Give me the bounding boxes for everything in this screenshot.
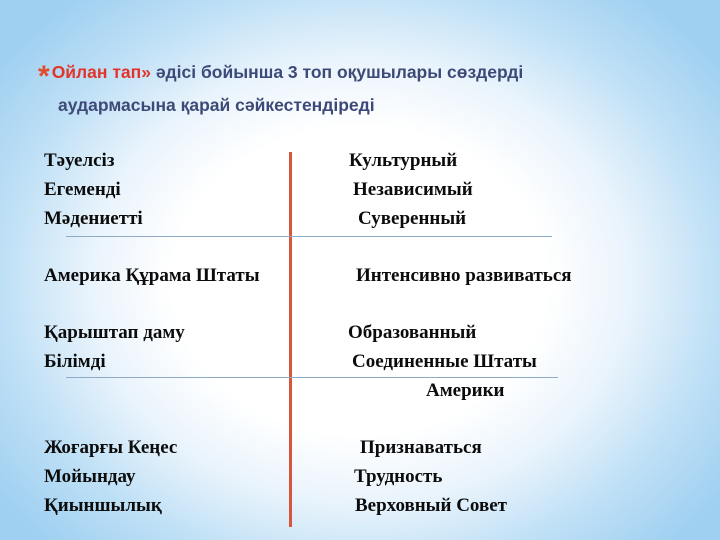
right-word-2: Независимый bbox=[353, 179, 473, 200]
heading-text-1: әдісі бойынша 3 топ оқушылары сөздерді bbox=[150, 62, 524, 82]
left-word-7: Жоғарғы Кеңес bbox=[44, 437, 178, 458]
method-name: Ойлан тап» bbox=[51, 62, 151, 82]
horizontal-divider-1 bbox=[66, 236, 552, 237]
right-word-6: Соединенные Штаты bbox=[352, 351, 537, 372]
left-word-9: Қиыншылық bbox=[44, 495, 162, 516]
right-word-10: Верховный Совет bbox=[355, 495, 507, 516]
bullet-asterisk: * bbox=[38, 60, 50, 93]
left-word-3: Мәдениетті bbox=[44, 208, 143, 229]
slide-heading bbox=[38, 58, 698, 119]
right-word-7: Америки bbox=[426, 380, 505, 401]
left-word-5: Қарыштап даму bbox=[44, 322, 185, 343]
heading-line-2: аудармасына қарай сәйкестендіреді bbox=[58, 95, 375, 115]
left-word-1: Тәуелсіз bbox=[44, 150, 115, 171]
left-word-6: Білімді bbox=[44, 351, 106, 372]
right-word-4: Интенсивно развиваться bbox=[356, 265, 572, 286]
vertical-divider bbox=[289, 152, 292, 527]
right-word-9: Трудность bbox=[354, 466, 443, 487]
left-word-4: Америка Құрама Штаты bbox=[44, 265, 260, 286]
right-word-8: Признаваться bbox=[360, 437, 482, 458]
left-word-8: Мойындау bbox=[44, 466, 136, 487]
right-word-3: Суверенный bbox=[358, 208, 467, 229]
heading-line-1 bbox=[38, 58, 698, 91]
right-word-5: Образованный bbox=[348, 322, 477, 343]
left-word-2: Егеменді bbox=[44, 179, 121, 200]
right-word-1: Культурный bbox=[349, 150, 458, 171]
